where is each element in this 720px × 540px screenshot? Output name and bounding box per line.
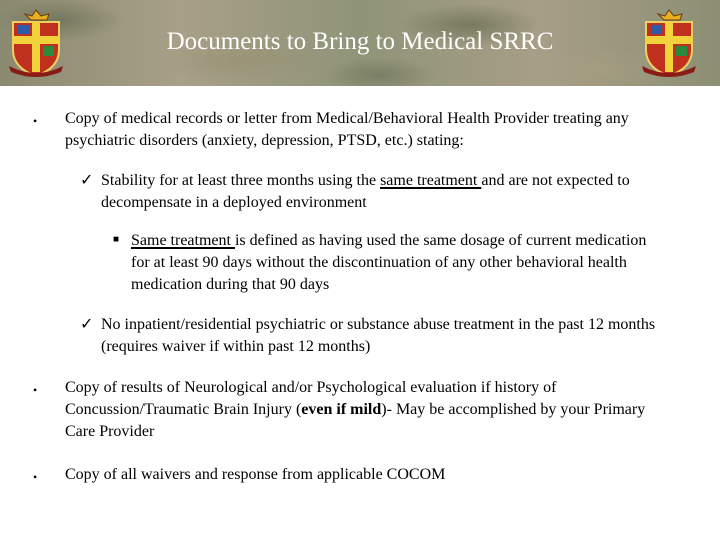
page-title: Documents to Bring to Medical SRRC: [166, 28, 554, 55]
header-banner: [0, 0, 720, 86]
bullet-neuro-evaluation: Copy of results of Neurological and/or Psychological evaluation if history of Concussion/Traumatic Brain Injury (even if mild)- May be accomplished by your Primary Care Provider: [65, 379, 646, 440]
bullet-marker: •: [33, 383, 38, 397]
underlined-term: Same treatment: [131, 232, 235, 249]
bullet-marker: •: [33, 470, 38, 484]
bullet-marker: •: [33, 114, 38, 128]
sub-item-stability: Stability for at least three months using the same treatment and are not expected to decompensate in a deployed environment: [101, 172, 630, 211]
square-bullet-icon: ■: [113, 234, 120, 245]
bullet-waivers: Copy of all waivers and response from applicable COCOM: [65, 466, 446, 483]
sub-sub-item-definition: Same treatment is defined as having used the same dosage of current medication for at least 90 days without the discontinuation of any other behavioral health medication during that 90 days: [131, 232, 647, 293]
bullet-text: Copy of medical records or letter from Medical/Behavioral Health Provider treating any psychiatric disorders (anxiety, depression, PTSD, etc.) stating:: [65, 110, 629, 149]
unit-insignia-icon: [638, 6, 700, 80]
check-icon: ✓: [80, 172, 94, 189]
bold-emphasis: even if mild: [301, 401, 382, 418]
sub-item-no-inpatient: No inpatient/residential psychiatric or substance abuse treatment in the past 12 months (requires waiver if within past 12 months): [101, 316, 656, 355]
bullet-medical-records: [65, 108, 665, 152]
underlined-term: same treatment: [380, 172, 482, 189]
check-icon: ✓: [80, 316, 94, 333]
